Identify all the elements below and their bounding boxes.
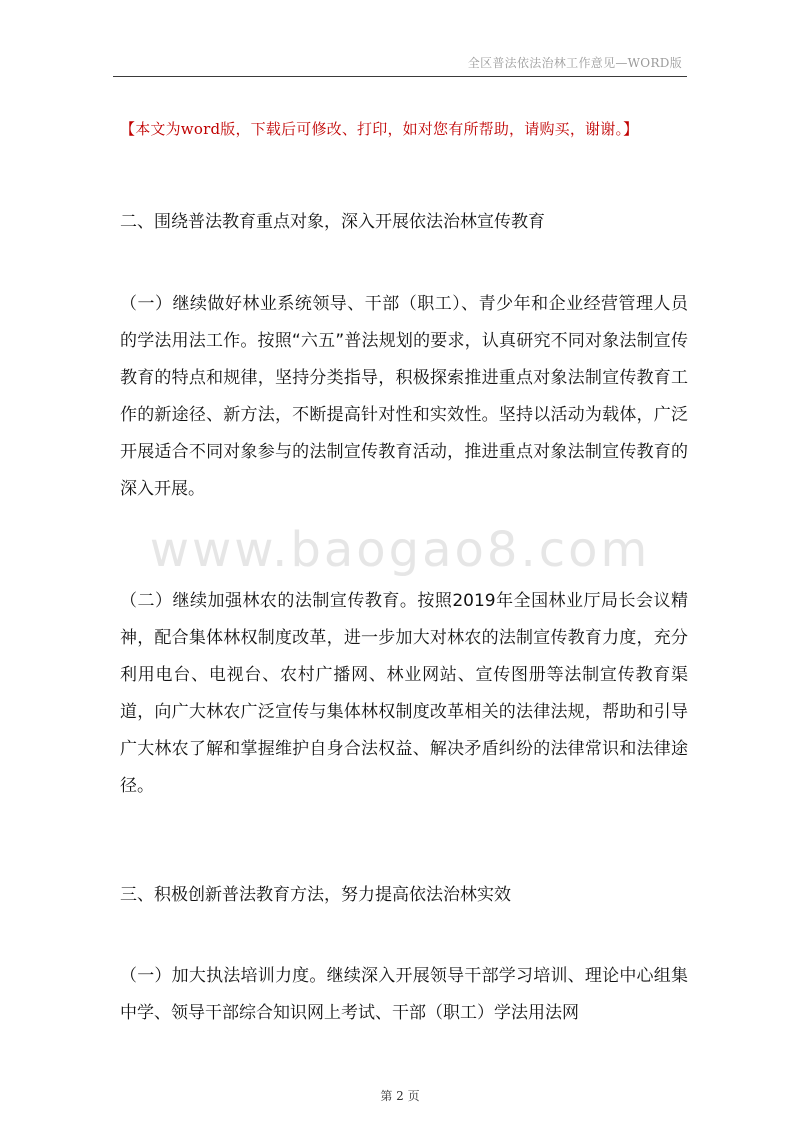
paragraph-3-1: （一）加大执法培训力度。继续深入开展领导干部学习培训、理论中心组集中学、领导干部综合知识网上考试、干部（职工）学法用法网 [120,966,688,1023]
page-number: 第 2 页 [380,1089,420,1103]
header-divider [113,76,687,77]
watermark: www.baogao8.com [149,522,651,578]
paragraph-2-1: （一）继续做好林业系统领导、干部（职工）、青少年和企业经营管理人员的学法用法工作。按照“六五”普法规划的要求，认真研究不同对象法制宣传教育的特点和规律，坚持分类指导，积极探索推进重点对象法制宣传教育工作的新途径、新方法，不断提高针对性和实效性。坚持以活动为载体，广泛开展适合不同对象参与的法制宣传教育活动，推进重点对象法制宣传教育的深入开展。 [120,294,688,499]
purchase-notice: 【本文为word版，下载后可修改、打印，如对您有所帮助，请购买，谢谢。】 [120,120,639,138]
section-heading-2: 二、围绕普法教育重点对象，深入开展依法治林宣传教育 [120,212,545,232]
running-header: 全区普法依法治林工作意见—WORD版 [467,56,682,70]
section-heading-3: 三、积极创新普法教育方法，努力提高依法治林实效 [120,885,511,905]
paragraph-2-2: （二）继续加强林农的法制宣传教育。按照2019年全国林业厅局长会议精神，配合集体林权制度改革，进一步加大对林农的法制宣传教育力度，充分利用电台、电视台、农村广播网、林业网站、宣传图册等法制宣传教育渠道，向广大林农广泛宣传与集体林权制度改革相关的法律法规，帮助和引导广大林农了解和掌握维护自身合法权益、解决矛盾纠纷的法律常识和法律途径。 [120,591,688,796]
